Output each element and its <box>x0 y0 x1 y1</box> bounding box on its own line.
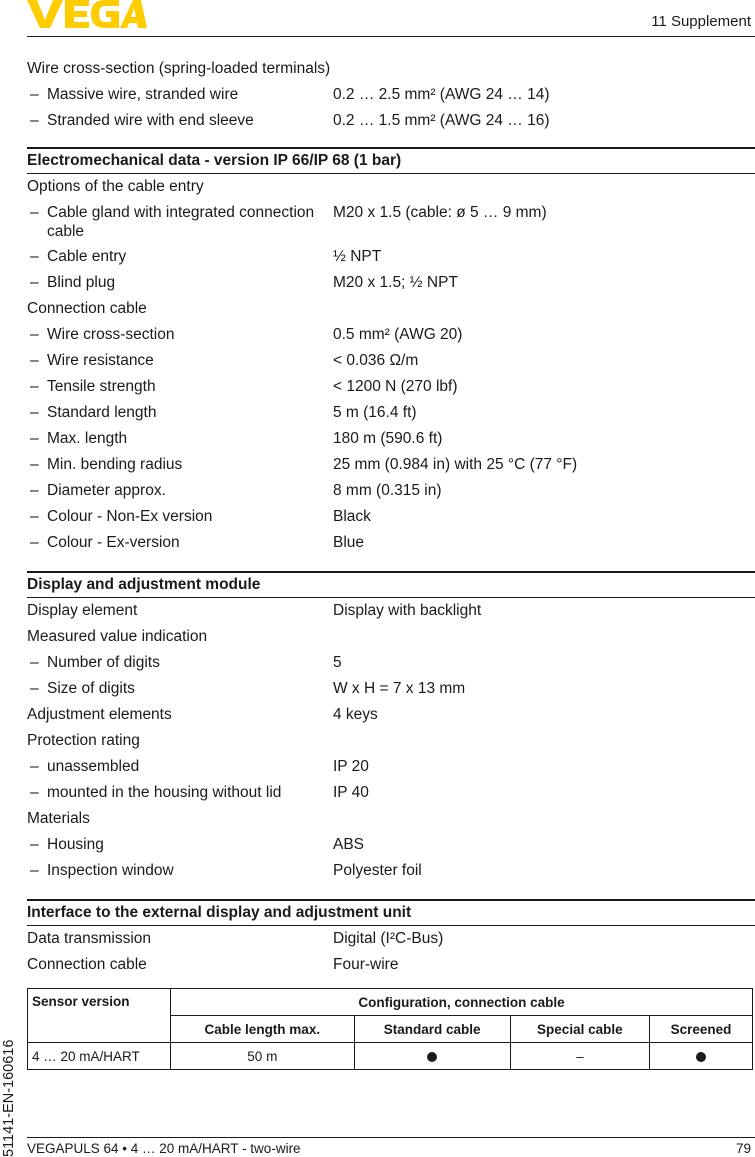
spec-value: Four-wire <box>333 956 399 973</box>
spec-label: Diameter approx. <box>47 482 166 499</box>
spec-row <box>27 952 755 978</box>
spec-value: Blue <box>333 534 365 551</box>
spec-row: – Cable gland with integrated connection cable M20 x 1.5 (cable: ø 5 … 9 mm) <box>30 204 547 240</box>
cell-standard <box>354 1043 510 1070</box>
spec-value: Polyester foil <box>333 862 422 879</box>
document-code: 51141-EN-160616 <box>1 1039 17 1157</box>
spec-row: – Stranded wire with end sleeve 0.2 … 1.5 mm² (AWG 24 … 16) <box>27 108 755 134</box>
spec-row: – unassembled IP 20 <box>27 754 755 780</box>
cell-special: – <box>510 1043 649 1070</box>
spec-value: ½ NPT <box>333 248 382 265</box>
spec-value: W x H = 7 x 13 mm <box>333 680 466 697</box>
header-divider <box>27 36 755 37</box>
spec-row: – Wire cross-section 0.5 mm² (AWG 20) <box>27 322 755 348</box>
display-heading: Display and adjustment module <box>27 571 755 598</box>
spec-row: – Massive wire, stranded wire 0.2 … 2.5 mm² (AWG 24 … 14) <box>27 82 755 108</box>
cable-entry-title: Options of the cable entry <box>27 178 204 195</box>
spec-row <box>27 702 755 728</box>
vega-logo <box>27 0 147 30</box>
spec-label: Massive wire, stranded wire <box>47 86 239 103</box>
spec-value: 5 m (16.4 ft) <box>333 404 417 421</box>
spec-row: – Inspection window Polyester foil <box>27 858 755 884</box>
electro-heading: Electromechanical data - version IP 66/IP 68 (1 bar) <box>27 147 755 174</box>
spec-value: < 0.036 Ω/m <box>333 352 419 369</box>
spec-label: unassembled <box>47 758 140 775</box>
spec-row: – Colour - Ex-version Blue <box>27 530 755 556</box>
spec-label: Cable gland with integrated connection cable <box>47 204 315 240</box>
table-header-row <box>28 989 753 1016</box>
spec-value: 25 mm (0.984 in) with 25 °C (77 °F) <box>333 456 578 473</box>
spec-label: Inspection window <box>47 862 174 879</box>
col-special-cable: Special cable <box>510 1016 649 1043</box>
measured-title: Measured value indication <box>27 628 208 645</box>
measured-title-row <box>27 624 755 650</box>
spec-value: IP 40 <box>333 784 369 801</box>
spec-label: Size of digits <box>47 680 135 697</box>
spec-label: Blind plug <box>47 274 116 291</box>
protection-title-row <box>27 728 755 754</box>
spec-value: 8 mm (0.315 in) <box>333 482 442 499</box>
cell-screened <box>650 1043 753 1070</box>
footer-product: VEGAPULS 64 • 4 … 20 mA/HART - two-wire <box>27 1141 301 1156</box>
filled-dot-icon <box>427 1052 437 1062</box>
spec-value: 0.2 … 1.5 mm² (AWG 24 … 16) <box>333 112 550 129</box>
col-sensor-version: Sensor version <box>28 989 171 1043</box>
spec-label: Adjustment elements <box>27 706 172 723</box>
cell-length: 50 m <box>171 1043 355 1070</box>
cable-entry-title-row <box>27 174 755 200</box>
spec-row: – Wire resistance < 0.036 Ω/m <box>27 348 755 374</box>
materials-title-row <box>27 806 755 832</box>
spring-title: Wire cross-section (spring-loaded terminals) <box>27 60 331 77</box>
section-title: 11 Supplement <box>651 13 751 30</box>
spec-label: Standard length <box>47 404 157 421</box>
footer-divider <box>27 1137 755 1138</box>
spec-value: ABS <box>333 836 365 853</box>
spec-value: Digital (I²C-Bus) <box>333 930 444 947</box>
connection-title: Connection cable <box>27 300 147 317</box>
spec-row: – Tensile strength < 1200 N (270 lbf) <box>27 374 755 400</box>
spec-row: – Housing ABS <box>27 832 755 858</box>
spec-value: 0.5 mm² (AWG 20) <box>333 326 463 343</box>
table-row <box>28 1043 753 1070</box>
interface-heading: Interface to the external display and adjustment unit <box>27 899 755 926</box>
col-standard-cable: Standard cable <box>354 1016 510 1043</box>
spec-row: – mounted in the housing without lid IP 40 <box>27 780 755 806</box>
spec-row: – Max. length 180 m (590.6 ft) <box>27 426 755 452</box>
spec-label: mounted in the housing without lid <box>47 784 282 801</box>
spec-value: M20 x 1.5 (cable: ø 5 … 9 mm) <box>333 204 547 221</box>
spec-row: – Min. bending radius 25 mm (0.984 in) with 25 °C (77 °F) <box>27 452 755 478</box>
col-configuration: Configuration, connection cable <box>171 989 753 1016</box>
spec-label: Stranded wire with end sleeve <box>47 112 254 129</box>
spec-content <box>27 56 755 978</box>
spec-label: Display element <box>27 602 138 619</box>
col-cable-length: Cable length max. <box>171 1016 355 1043</box>
spec-label: Connection cable <box>27 956 147 973</box>
spec-row: – Colour - Non-Ex version Black <box>27 504 755 530</box>
spec-label: Wire resistance <box>47 352 154 369</box>
connection-title-row <box>27 296 755 322</box>
spec-row <box>27 926 755 952</box>
spec-label: Min. bending radius <box>47 456 183 473</box>
spec-label: Number of digits <box>47 654 160 671</box>
spec-label: Max. length <box>47 430 128 447</box>
materials-title: Materials <box>27 810 90 827</box>
spec-row: – Standard length 5 m (16.4 ft) <box>27 400 755 426</box>
cell-sensor: 4 … 20 mA/HART <box>28 1043 171 1070</box>
spec-label: Colour - Non-Ex version <box>47 508 213 525</box>
spec-value: Display with backlight <box>333 602 482 619</box>
spec-label: Wire cross-section <box>47 326 175 343</box>
spec-value: IP 20 <box>333 758 369 775</box>
spec-value: 4 keys <box>333 706 378 723</box>
spec-value: 0.2 … 2.5 mm² (AWG 24 … 14) <box>333 86 550 103</box>
spec-value: < 1200 N (270 lbf) <box>333 378 458 395</box>
spec-label: Data transmission <box>27 930 152 947</box>
spec-value: 180 m (590.6 ft) <box>333 430 443 447</box>
page-number: 79 <box>735 1141 751 1156</box>
spec-row: – Number of digits 5 <box>27 650 755 676</box>
spec-row: – Cable entry ½ NPT <box>27 244 755 270</box>
spec-value: M20 x 1.5; ½ NPT <box>333 274 458 291</box>
spec-label: Tensile strength <box>47 378 156 395</box>
spec-row: – Size of digits W x H = 7 x 13 mm <box>27 676 755 702</box>
spec-row: – Diameter approx. 8 mm (0.315 in) <box>27 478 755 504</box>
spec-label: Colour - Ex-version <box>47 534 180 551</box>
spec-value: 5 <box>333 654 342 671</box>
col-screened: Screened <box>650 1016 753 1043</box>
protection-title: Protection rating <box>27 732 140 749</box>
spec-label: Cable entry <box>47 248 127 265</box>
spec-row: – Blind plug M20 x 1.5; ½ NPT <box>27 270 755 296</box>
spec-label: Housing <box>47 836 104 853</box>
spec-row <box>27 598 755 624</box>
spec-value: Black <box>333 508 371 525</box>
filled-dot-icon <box>696 1052 706 1062</box>
spring-title-row <box>27 56 755 82</box>
configuration-table <box>27 988 753 1070</box>
